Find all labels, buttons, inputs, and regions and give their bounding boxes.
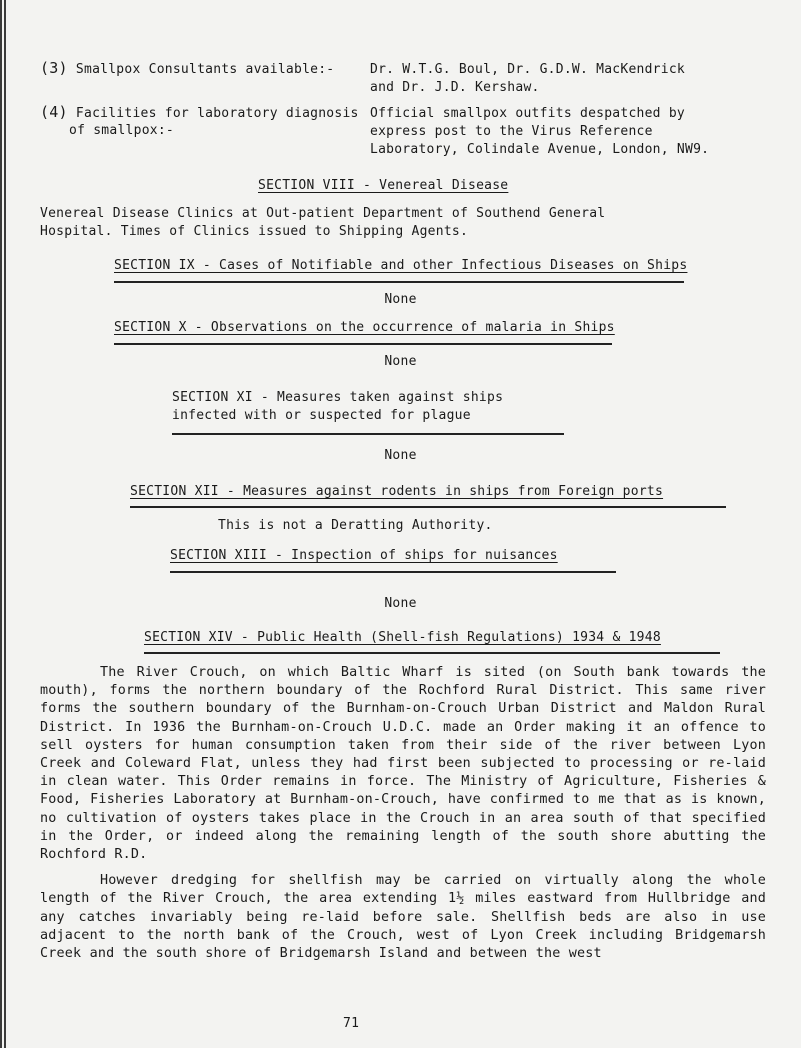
item-4-number: (4) xyxy=(40,103,68,121)
section-8-text-line-1: Venereal Disease Clinics at Out-patient Department of Southend General xyxy=(40,206,606,221)
section-14-paragraph-1: The River Crouch, on which Baltic Wharf is sited (on South bank towards the mouth), forms the northern boundary of the Rochford Rural District. This same river forms the southern boundary of the Burnham-on-Crouch Urban District and Maldon Rural District. In 1936 the Burnham-on-Crouch U.D.C. made an Order making it an offence to sell oysters for human consumption taken from their side of the river between Lyon Creek and Coleward Flat, unless they had first been subjected to processing or re-laid in clean water. This Order remains in force. The Ministry of Agriculture, Fisheries & Food, Fisheries Laboratory at Burnham-on-Crouch, have confirmed to me that as is known, no cultivation of oysters takes place in the Crouch in an area south of that specified in the Order, or indeed along the remaining length of the south shore abutting the Rochford R.D. xyxy=(40,665,766,863)
section-9-heading: SECTION IX - Cases of Notifiable and other Infectious Diseases on Ships xyxy=(114,258,688,273)
item-4 xyxy=(40,104,359,122)
item-3-label: Smallpox Consultants available:- xyxy=(75,62,335,77)
section-13-heading: SECTION XIII - Inspection of ships for nuisances xyxy=(170,548,558,563)
section-13-rule xyxy=(170,571,616,573)
section-12-rule xyxy=(130,506,726,508)
section-14-body xyxy=(40,664,766,963)
item-4-label-line-1: Facilities for laboratory diagnosis xyxy=(75,106,359,121)
section-10-text: None xyxy=(384,354,417,369)
section-8-text-line-2: Hospital. Times of Clinics issued to Shipping Agents. xyxy=(40,224,469,239)
section-9-rule xyxy=(114,281,684,283)
section-13-text: None xyxy=(384,596,417,611)
item-4-value-line-2: express post to the Virus Reference xyxy=(370,124,653,139)
section-10-rule xyxy=(114,343,612,345)
section-11-heading-line-1: SECTION XI - Measures taken against ships xyxy=(172,390,504,405)
page-number: 71 xyxy=(343,1016,360,1031)
item-3-value-line-2: and Dr. J.D. Kershaw. xyxy=(370,80,540,95)
item-3 xyxy=(40,60,334,78)
item-4-label-line-2: of smallpox:- xyxy=(69,123,174,138)
section-11-heading-line-2: infected with or suspected for plague xyxy=(172,408,471,423)
binding-edge xyxy=(0,0,6,1048)
section-12-text: This is not a Deratting Authority. xyxy=(218,518,493,533)
item-3-number: (3) xyxy=(40,59,68,77)
section-11-rule xyxy=(172,433,564,435)
item-4-value-line-3: Laboratory, Colindale Avenue, London, NW9. xyxy=(370,142,710,157)
section-14-rule xyxy=(144,652,720,654)
section-14-heading: SECTION XIV - Public Health (Shell-fish Regulations) 1934 & 1948 xyxy=(144,630,661,645)
section-12-heading: SECTION XII - Measures against rodents in ships from Foreign ports xyxy=(130,484,664,499)
section-11-text: None xyxy=(384,448,417,463)
item-4-value-line-1: Official smallpox outfits despatched by xyxy=(370,106,685,121)
item-3-value-line-1: Dr. W.T.G. Boul, Dr. G.D.W. MacKendrick xyxy=(370,62,685,77)
section-9-text: None xyxy=(384,292,417,307)
section-14-paragraph-2: However dredging for shellfish may be carried on virtually along the whole length of the River Crouch, the area extending 1½ miles eastward from Hullbridge and any catches invariably being re-laid before sale. Shellfish beds are also in use adjacent to the north bank of the Crouch, west of Lyon Creek including Bridgemarsh Creek and the south shore of Bridgemarsh Island and between the west xyxy=(40,873,766,962)
section-8-heading: SECTION VIII - Venereal Disease xyxy=(258,178,509,193)
section-10-heading: SECTION X - Observations on the occurrence of malaria in Ships xyxy=(114,320,615,335)
